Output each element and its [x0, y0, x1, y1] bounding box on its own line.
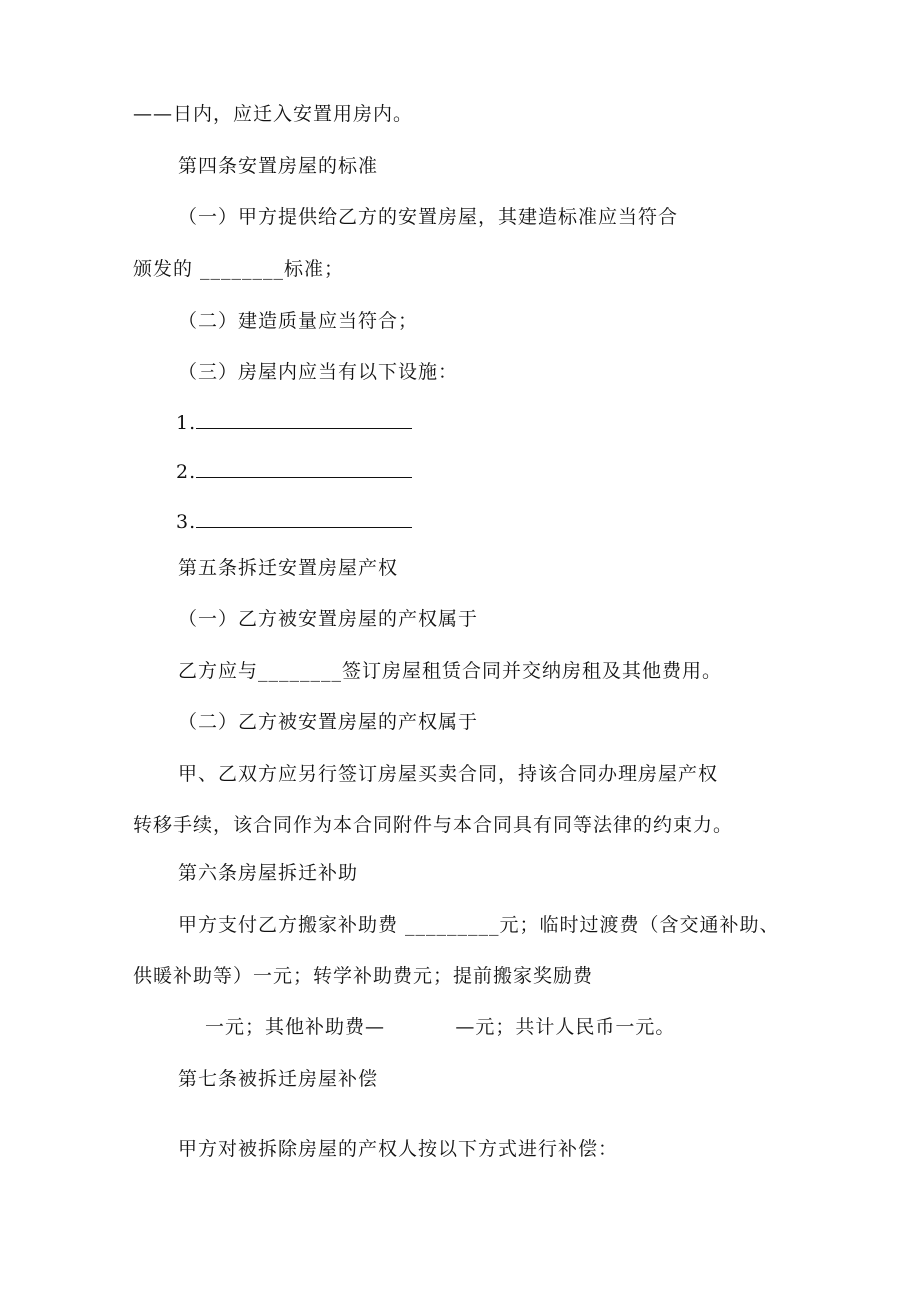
text-line: 乙方应与________签订房屋租赁合同并交纳房租及其他费用。: [178, 660, 723, 682]
text-line: 供暖补助等）一元；转学补助费元；提前搬家奖励费: [133, 965, 594, 987]
blank-field: [196, 408, 412, 429]
blank-field: [196, 457, 412, 478]
facility-item-3: [176, 507, 412, 535]
facility-item-2: [176, 457, 412, 485]
facility-item-number: 1.: [176, 412, 197, 434]
text-line: 甲、乙双方应另行签订房屋买卖合同，持该合同办理房屋产权: [178, 763, 719, 785]
facility-item-number: 2.: [176, 461, 197, 483]
text-line: 颁发的 ________标准；: [133, 258, 345, 280]
section-heading-7: 第七条被拆迁房屋补偿: [178, 1068, 379, 1090]
text-line: ——日内，应迁入安置用房内。: [133, 103, 414, 125]
text-line: 甲方支付乙方搬家补助费 _________元；临时过渡费（含交通补助、: [178, 914, 780, 936]
text-line: （三）房屋内应当有以下设施：: [178, 361, 459, 383]
text-line: （二）乙方被安置房屋的产权属于: [178, 711, 479, 733]
text-line: 甲方对被拆除房屋的产权人按以下方式进行补偿：: [178, 1138, 619, 1160]
section-heading-4: 第四条安置房屋的标准: [178, 155, 379, 177]
text-line: （一）乙方被安置房屋的产权属于: [178, 608, 479, 630]
text-line: 转移手续，该合同作为本合同附件与本合同具有同等法律的约束力。: [133, 814, 734, 836]
blank-field: [196, 507, 412, 528]
text-line: （一）甲方提供给乙方的安置房屋，其建造标准应当符合: [178, 206, 679, 228]
section-heading-6: 第六条房屋拆迁补助: [178, 862, 359, 884]
facility-item-number: 3.: [176, 511, 197, 533]
text-line: 一元；其他补助费— —元；共计人民币一元。: [205, 1016, 676, 1038]
facility-item-1: [176, 408, 412, 436]
section-heading-5: 第五条拆迁安置房屋产权: [178, 557, 399, 579]
text-line: （二）建造质量应当符合；: [178, 310, 419, 332]
